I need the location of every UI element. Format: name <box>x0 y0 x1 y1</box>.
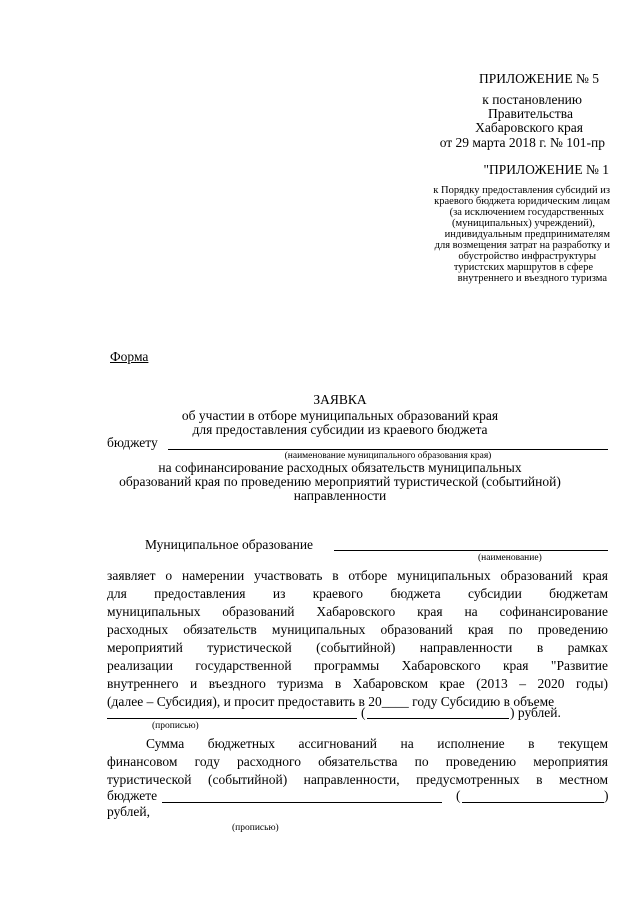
appendix1-line: краевого бюджета юридическим лицам <box>434 196 610 207</box>
appendix5-line: Правительства <box>488 106 573 121</box>
appendix1-line: внутреннего и въездного туризма <box>457 273 607 284</box>
sum-words-field[interactable] <box>162 802 442 803</box>
application-subtitle: об участии в отборе муниципальных образований края <box>181 408 499 423</box>
appendix1-line: туристских маршрутов в сфере <box>453 262 593 273</box>
appendix1-line: индивидуальным предпринимателям <box>444 229 610 240</box>
amount-rubles: ) рублей. <box>510 705 561 720</box>
appendix1-line: обустройство инфраструктуры <box>458 251 596 262</box>
appendix5-line: от 29 марта 2018 г. № 101-пр <box>439 135 605 150</box>
paragraph-line: реализации государственной программы Хабаровского края "Развитие <box>107 658 608 673</box>
purpose-line: на софинансирование расходных обязательств муниципальных <box>158 460 522 475</box>
form-label: Форма <box>110 349 149 364</box>
appendix5-line: Хабаровского края <box>475 120 583 135</box>
amount-open-paren: ( <box>361 705 366 720</box>
words-caption: (прописью) <box>232 823 279 833</box>
sum-open-paren: ( <box>456 788 461 803</box>
appendix1-title: "ПРИЛОЖЕНИЕ № 1 <box>483 162 609 177</box>
municipality-label: Муниципальное образование <box>145 537 314 552</box>
appendix1-line: (за исключением государственных <box>449 207 604 218</box>
sum-line: финансовом году расходного обязательства по проведению мероприятия <box>107 754 608 769</box>
sum-digits-field[interactable] <box>462 802 604 803</box>
sum-close-paren: ) <box>604 788 609 803</box>
paragraph-line: для предоставления из краевого бюджета субсидии бюджетам <box>107 586 608 601</box>
words-caption: (прописью) <box>152 721 199 731</box>
paragraph-line: расходных обязательств муниципальных образований края по проведению <box>107 622 608 637</box>
rubles-label: рублей, <box>107 804 151 819</box>
appendix1-line: (муниципальных) учреждений), <box>452 218 595 229</box>
paragraph-line: (далее – Субсидия), и просит предоставить в 20____ году Субсидию в объеме <box>107 694 555 709</box>
purpose-line: образований края по проведению мероприятий туристической (событийной) <box>119 474 561 489</box>
paragraph-line: муниципальных образований Хабаровского края на софинансирование <box>107 604 608 619</box>
appendix1-line: к Порядку предоставления субсидий из <box>433 185 610 196</box>
paragraph-line: заявляет о намерении участвовать в отборе муниципальных образований края <box>107 568 608 583</box>
budget-word: бюджете <box>107 788 158 803</box>
application-subtitle: для предоставления субсидии из краевого бюджета <box>192 422 488 437</box>
budget-name-field[interactable] <box>168 449 608 450</box>
appendix5-line: к постановлению <box>482 92 582 107</box>
appendix1-line: для возмещения затрат на разработку и <box>434 240 610 251</box>
budget-prefix: бюджету <box>107 435 158 450</box>
application-title: ЗАЯВКА <box>313 392 367 407</box>
municipality-field[interactable] <box>334 550 608 551</box>
budget-caption: (наименование муниципального образования края) <box>284 451 492 461</box>
paragraph-line: мероприятий туристической (событийной) направленности в рамках <box>107 640 608 655</box>
purpose-line: направленности <box>293 488 387 503</box>
municipality-caption: (наименование) <box>478 553 542 563</box>
sum-line: туристической (событийной) направленности, предусмотренных в местном <box>107 772 608 787</box>
amount-words-field[interactable] <box>107 718 357 719</box>
paragraph-line: внутреннего и въездного туризма в Хабаровском крае (2013 – 2020 годы) <box>107 676 608 691</box>
sum-line: Сумма бюджетных ассигнований на исполнение в текущем <box>146 736 608 751</box>
amount-digits-field[interactable] <box>367 718 509 719</box>
appendix5-title: ПРИЛОЖЕНИЕ № 5 <box>478 71 599 86</box>
